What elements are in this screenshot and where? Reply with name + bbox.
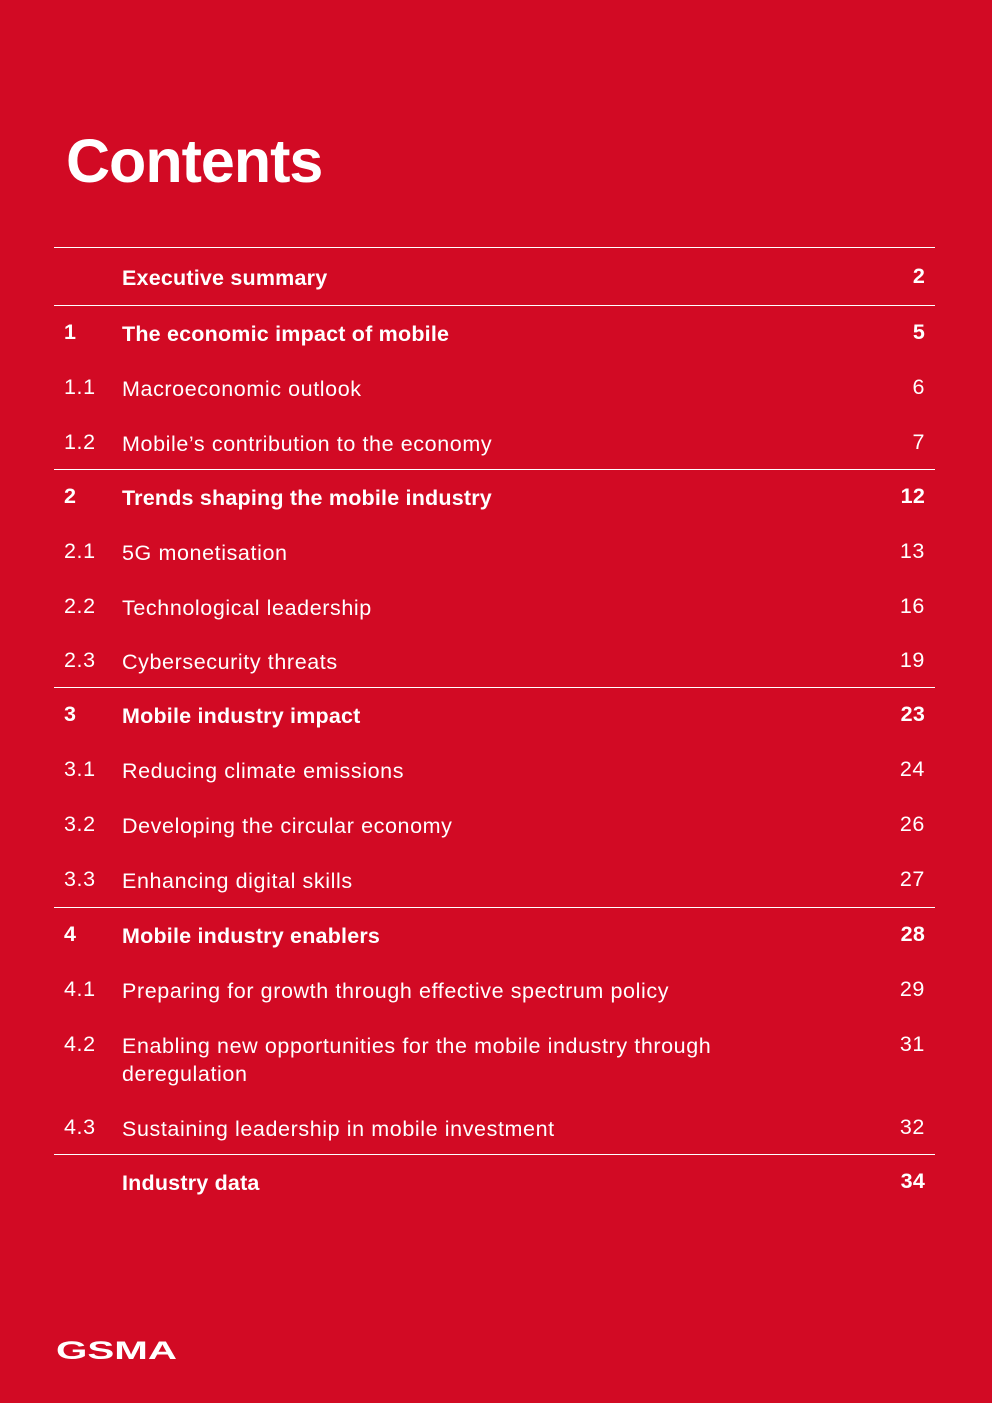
toc-entry-page: 6 xyxy=(912,375,925,399)
toc-entry-page: 27 xyxy=(899,867,925,891)
toc-entry-title: 5G monetisation xyxy=(122,541,288,565)
toc-entry-page: 13 xyxy=(899,539,925,563)
toc-entry-number: 1 xyxy=(64,320,77,344)
toc-entry-page: 29 xyxy=(899,977,925,1001)
toc-entry-number: 4 xyxy=(64,922,77,946)
toc-entry-title: Enhancing digital skills xyxy=(122,869,353,893)
toc-entry-number: 3.1 xyxy=(64,757,96,781)
toc-entry-title: Mobile industry enablers xyxy=(122,924,381,948)
toc-entry-number: 2.3 xyxy=(64,648,96,672)
toc-entry-page: 31 xyxy=(899,1032,925,1056)
toc-entry-page: 34 xyxy=(900,1169,925,1193)
toc-entry-page: 32 xyxy=(899,1115,925,1139)
toc-entry-title: Technological leadership xyxy=(122,596,372,620)
toc-entry-number: 2.1 xyxy=(64,539,96,563)
toc-entry-section-3[interactable] xyxy=(54,688,935,743)
gsma-logo xyxy=(56,1340,178,1367)
toc-entry-2-2[interactable] xyxy=(54,580,935,634)
toc-entry-number: 4.2 xyxy=(64,1032,96,1056)
toc-entry-title: Sustaining leadership in mobile investment xyxy=(122,1117,555,1141)
toc-entry-title: Reducing climate emissions xyxy=(122,759,405,783)
toc-entry-number: 1.1 xyxy=(64,375,96,399)
toc-entry-number: 1.2 xyxy=(64,430,96,454)
toc-entry-4-1[interactable] xyxy=(54,963,935,1018)
toc-entry-title: Executive summary xyxy=(122,266,328,290)
toc-entry-page: 24 xyxy=(899,757,925,781)
toc-entry-title: Mobile industry impact xyxy=(122,704,361,728)
toc-entry-section-4[interactable] xyxy=(54,908,935,963)
toc-entry-page: 5 xyxy=(912,320,925,344)
toc-entry-title: Developing the circular economy xyxy=(122,814,453,838)
toc-entry-page: 23 xyxy=(900,702,925,726)
toc-entry-title: The economic impact of mobile xyxy=(122,322,450,346)
toc-entry-page: 19 xyxy=(899,648,925,672)
toc-entry-section-1[interactable] xyxy=(54,306,935,361)
toc-entry-number: 4.3 xyxy=(64,1115,96,1139)
toc-entry-page: 7 xyxy=(912,430,925,454)
toc-entry-3-1[interactable] xyxy=(54,743,935,798)
toc-entry-3-2[interactable] xyxy=(54,798,935,853)
toc-entry-number: 4.1 xyxy=(64,977,96,1001)
toc-entry-section-2[interactable] xyxy=(54,470,935,525)
toc-entry-4-2[interactable] xyxy=(54,1018,935,1101)
gsma-logo-text: GSMA xyxy=(56,1340,177,1362)
toc-entry-number: 3 xyxy=(64,702,77,726)
toc-entry-4-3[interactable] xyxy=(54,1101,935,1154)
toc-entry-page: 12 xyxy=(900,484,925,508)
toc-entry-page: 2 xyxy=(912,264,925,288)
toc-entry-title: Preparing for growth through effective spectrum policy xyxy=(122,979,670,1003)
toc-entry-title: Industry data xyxy=(122,1171,260,1195)
toc-entry-industry-data[interactable] xyxy=(54,1155,935,1210)
toc-entry-1-1[interactable] xyxy=(54,361,935,416)
toc-entry-title: Macroeconomic outlook xyxy=(122,377,362,401)
toc-entry-number: 3.3 xyxy=(64,867,96,891)
gsma-logo-mark xyxy=(56,1340,178,1362)
toc-entry-page: 28 xyxy=(900,922,925,946)
toc-entry-title: Mobile’s contribution to the economy xyxy=(122,432,493,456)
toc-entry-page: 16 xyxy=(899,594,925,618)
toc-entry-number: 2.2 xyxy=(64,594,96,618)
toc-entry-number: 2 xyxy=(64,484,77,508)
toc-entry-2-3[interactable] xyxy=(54,634,935,687)
toc-entry-page: 26 xyxy=(899,812,925,836)
toc-entry-number: 3.2 xyxy=(64,812,96,836)
toc-entry-title: Enabling new opportunities for the mobile industry through deregulation xyxy=(122,1034,712,1086)
toc-entry-3-3[interactable] xyxy=(54,853,935,907)
toc-entry-1-2[interactable] xyxy=(54,416,935,469)
toc-entry-title: Cybersecurity threats xyxy=(122,650,338,674)
page-title: Contents xyxy=(66,127,323,195)
toc-entry-2-1[interactable] xyxy=(54,525,935,580)
toc-entry-title: Trends shaping the mobile industry xyxy=(122,486,492,510)
toc-entry-executive-summary[interactable] xyxy=(54,248,935,305)
table-of-contents xyxy=(54,247,935,1210)
